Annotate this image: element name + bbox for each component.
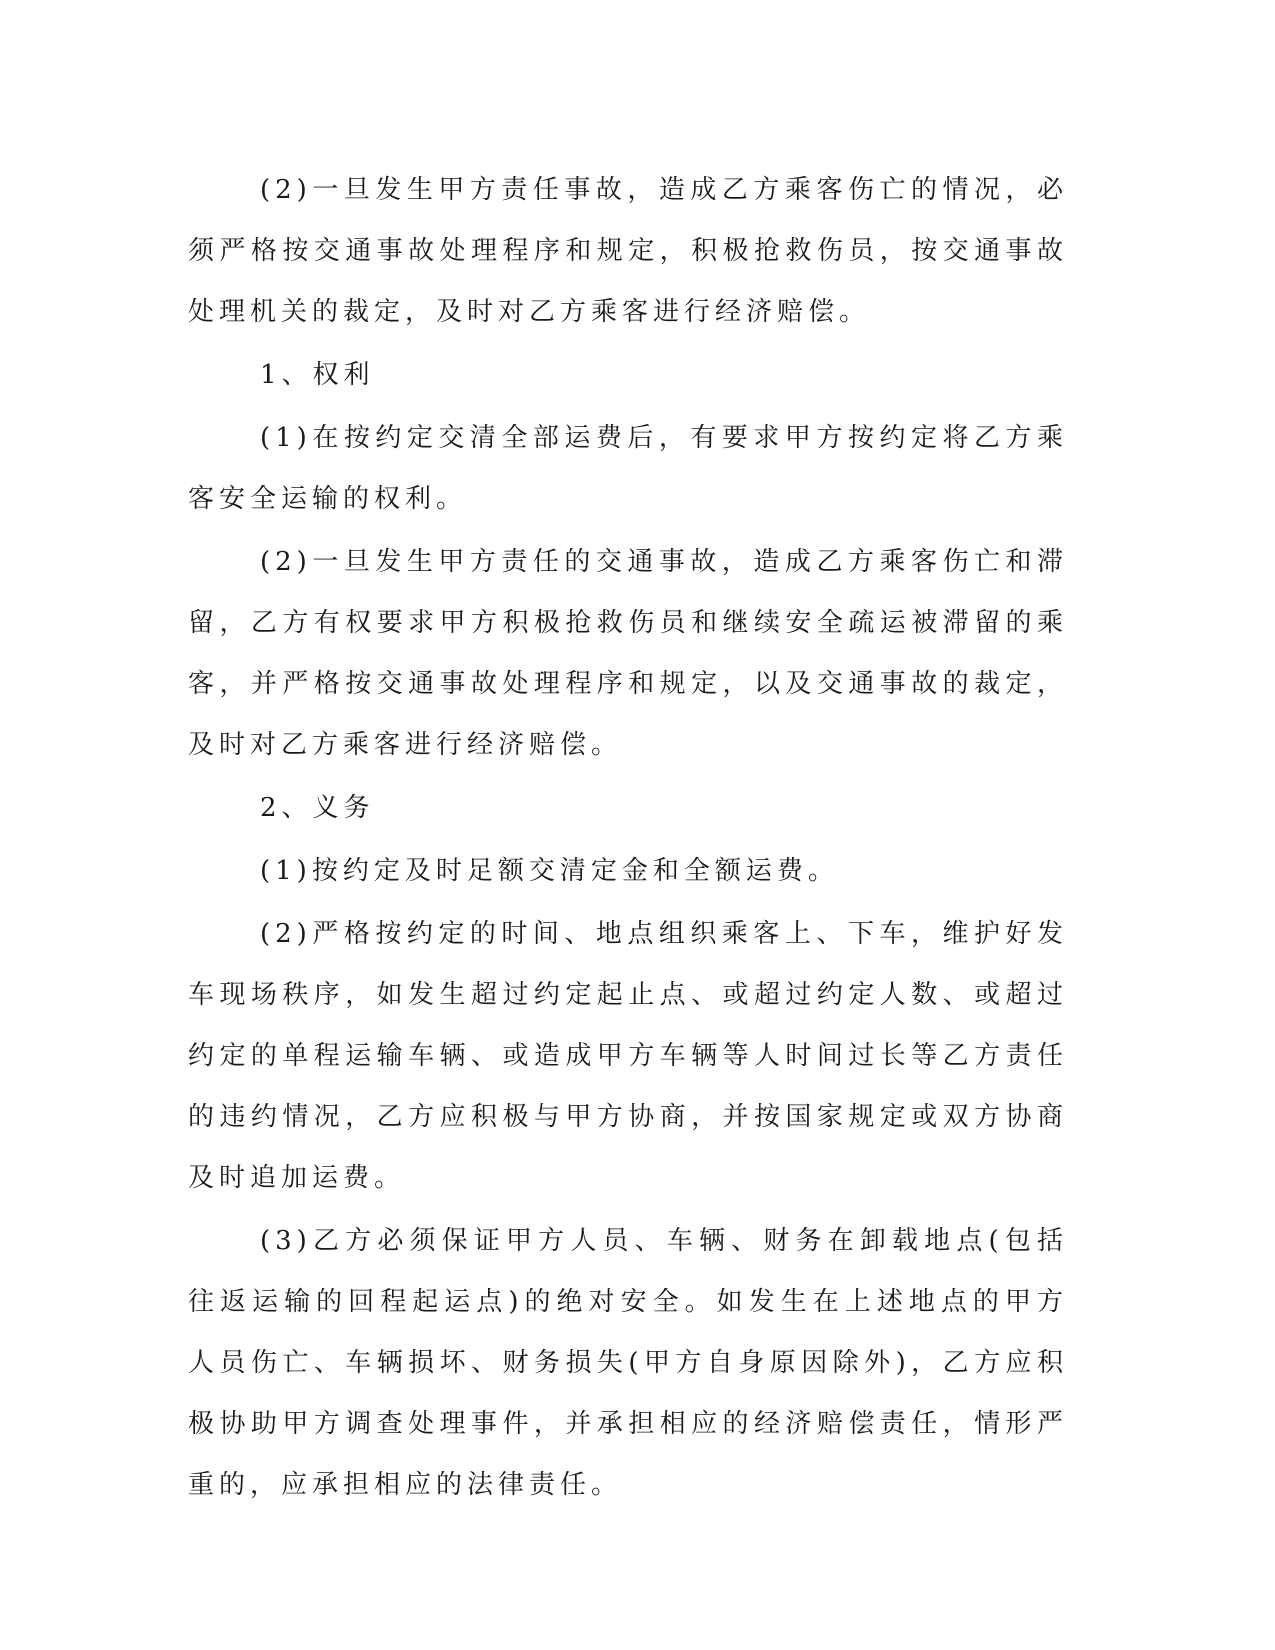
paragraph-obligation-boarding-order: (2)严格按约定的时间、地点组织乘客上、下车，维护好发车现场秩序，如发生超过约定起止点、或超过约定人数、或超过约定的单程运输车辆、或造成甲方车辆等人时间过长等乙方责任的违约情况，乙方应积极与甲方协商，并按国家规定或双方协商及时追加运费。 — [188, 919, 1068, 1193]
paragraph-obligation-payment: (1)按约定及时足额交清定金和全额运费。 — [260, 856, 839, 886]
paragraph-right-compensation: (2)一旦发生甲方责任的交通事故，造成乙方乘客伤亡和滞留，乙方有权要求甲方积极抢救伤员和继续安全疏运被滞留的乘客，并严格按交通事故处理程序和规定，以及交通事故的裁定，及时对乙方乘客进行经济赔偿。 — [188, 547, 1068, 760]
section-heading-rights: 1、权利 — [260, 360, 375, 390]
paragraph-passenger-injury-liability: (2)一旦发生甲方责任事故，造成乙方乘客伤亡的情况，必须严格按交通事故处理程序和规定，积极抢救伤员，按交通事故处理机关的裁定，及时对乙方乘客进行经济赔偿。 — [188, 175, 1068, 327]
section-heading-obligations: 2、义务 — [260, 793, 375, 823]
paragraph-obligation-safety-guarantee: (3)乙方必须保证甲方人员、车辆、财务在卸载地点(包括往返运输的回程起运点)的绝对安全。如发生在上述地点的甲方人员伤亡、车辆损坏、财务损失(甲方自身原因除外)，乙方应积极协助甲方调查处理事件，并承担相应的经济赔偿责任，情形严重的，应承担相应的法律责任。 — [188, 1226, 1068, 1500]
document-body — [188, 160, 1068, 1518]
paragraph-right-safe-transport: (1)在按约定交清全部运费后，有要求甲方按约定将乙方乘客安全运输的权利。 — [188, 423, 1068, 514]
